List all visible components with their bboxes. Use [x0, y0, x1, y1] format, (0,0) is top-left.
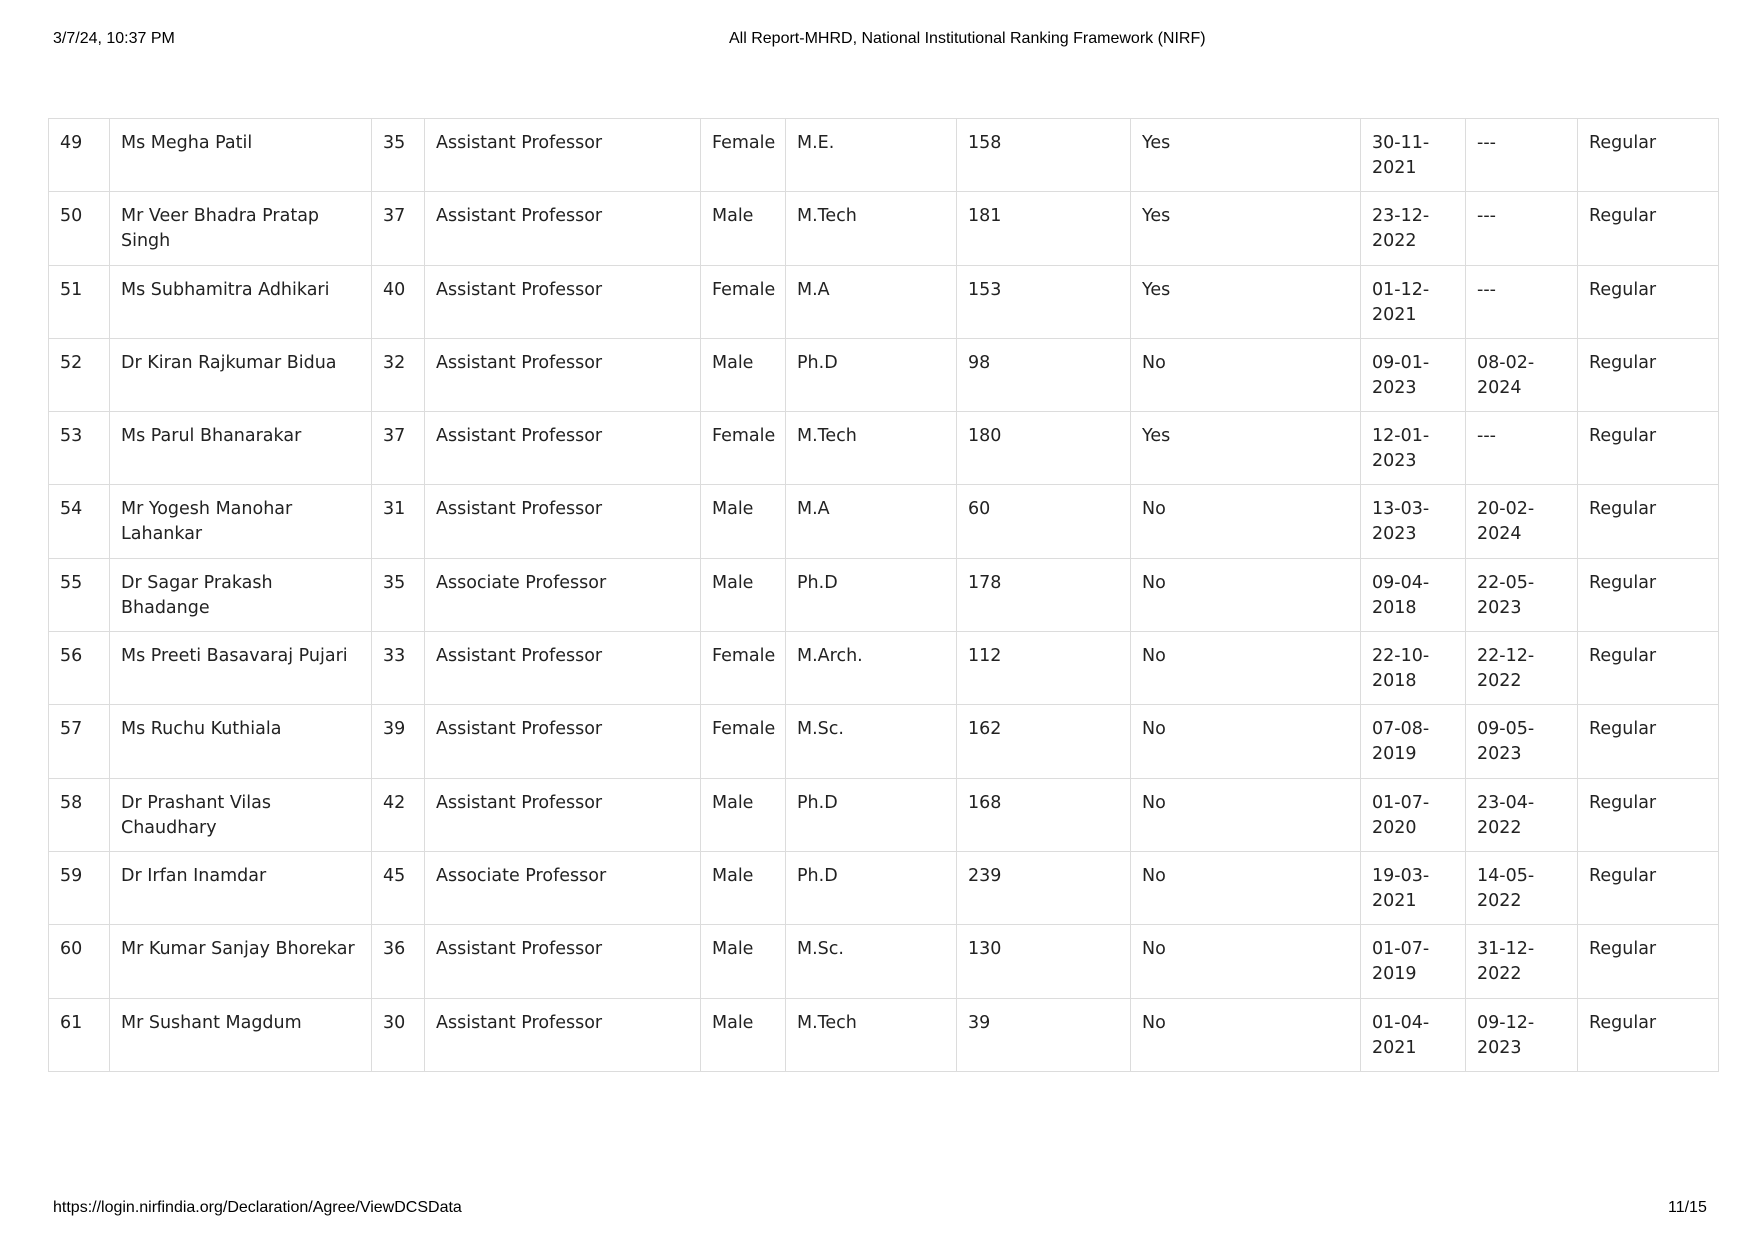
cell-experience-months: 98 [957, 338, 1131, 411]
cell-qualification: M.Arch. [786, 632, 957, 705]
cell-qualification: M.A [786, 485, 957, 558]
cell-leaving-date: 22-12-2022 [1466, 632, 1578, 705]
cell-currently-working: Yes [1131, 119, 1361, 192]
cell-age: 35 [372, 558, 425, 631]
cell-experience-months: 39 [957, 998, 1131, 1071]
table-row [49, 851, 1719, 924]
cell-age: 39 [372, 705, 425, 778]
cell-experience-months: 180 [957, 412, 1131, 485]
cell-experience-months: 178 [957, 558, 1131, 631]
cell-age: 30 [372, 998, 425, 1071]
cell-joining-date: 30-11-2021 [1361, 119, 1466, 192]
cell-qualification: M.Sc. [786, 925, 957, 998]
cell-designation: Assistant Professor [425, 485, 701, 558]
cell-qualification: M.E. [786, 119, 957, 192]
cell-joining-date: 07-08-2019 [1361, 705, 1466, 778]
table-row [49, 412, 1719, 485]
cell-designation: Assistant Professor [425, 925, 701, 998]
cell-association: Regular [1578, 632, 1719, 705]
cell-association: Regular [1578, 851, 1719, 924]
cell-currently-working: No [1131, 338, 1361, 411]
page-number: 11/15 [1668, 1199, 1707, 1216]
cell-leaving-date: 22-05-2023 [1466, 558, 1578, 631]
cell-gender: Female [701, 412, 786, 485]
cell-qualification: Ph.D [786, 778, 957, 851]
cell-age: 45 [372, 851, 425, 924]
cell-experience-months: 162 [957, 705, 1131, 778]
cell-experience-months: 153 [957, 265, 1131, 338]
cell-leaving-date: 23-04-2022 [1466, 778, 1578, 851]
cell-designation: Assistant Professor [425, 998, 701, 1071]
cell-association: Regular [1578, 558, 1719, 631]
cell-sno: 59 [49, 851, 110, 924]
cell-gender: Male [701, 338, 786, 411]
cell-designation: Associate Professor [425, 851, 701, 924]
cell-leaving-date: 20-02-2024 [1466, 485, 1578, 558]
cell-association: Regular [1578, 412, 1719, 485]
cell-designation: Associate Professor [425, 558, 701, 631]
cell-leaving-date: 08-02-2024 [1466, 338, 1578, 411]
cell-designation: Assistant Professor [425, 778, 701, 851]
table-row [49, 998, 1719, 1071]
cell-age: 35 [372, 119, 425, 192]
cell-name: Dr Irfan Inamdar [110, 851, 372, 924]
cell-experience-months: 168 [957, 778, 1131, 851]
cell-currently-working: No [1131, 851, 1361, 924]
cell-association: Regular [1578, 338, 1719, 411]
cell-qualification: Ph.D [786, 558, 957, 631]
cell-joining-date: 09-04-2018 [1361, 558, 1466, 631]
cell-experience-months: 112 [957, 632, 1131, 705]
cell-gender: Male [701, 192, 786, 265]
cell-currently-working: No [1131, 558, 1361, 631]
cell-currently-working: No [1131, 925, 1361, 998]
cell-gender: Male [701, 558, 786, 631]
cell-experience-months: 130 [957, 925, 1131, 998]
table-row [49, 338, 1719, 411]
cell-name: Ms Ruchu Kuthiala [110, 705, 372, 778]
cell-joining-date: 01-07-2020 [1361, 778, 1466, 851]
cell-sno: 51 [49, 265, 110, 338]
cell-qualification: M.Tech [786, 412, 957, 485]
cell-joining-date: 01-07-2019 [1361, 925, 1466, 998]
cell-leaving-date: 31-12-2022 [1466, 925, 1578, 998]
cell-name: Dr Kiran Rajkumar Bidua [110, 338, 372, 411]
cell-leaving-date: 14-05-2022 [1466, 851, 1578, 924]
cell-joining-date: 22-10-2018 [1361, 632, 1466, 705]
cell-sno: 52 [49, 338, 110, 411]
table-row [49, 485, 1719, 558]
cell-age: 37 [372, 192, 425, 265]
cell-name: Mr Yogesh Manohar Lahankar [110, 485, 372, 558]
cell-gender: Female [701, 705, 786, 778]
cell-association: Regular [1578, 998, 1719, 1071]
table-row [49, 265, 1719, 338]
cell-qualification: M.Tech [786, 998, 957, 1071]
cell-currently-working: No [1131, 485, 1361, 558]
cell-gender: Male [701, 485, 786, 558]
cell-sno: 54 [49, 485, 110, 558]
cell-association: Regular [1578, 705, 1719, 778]
cell-age: 33 [372, 632, 425, 705]
table-row [49, 632, 1719, 705]
page-title: All Report-MHRD, National Institutional Ranking Framework (NIRF) [729, 30, 1206, 47]
cell-joining-date: 09-01-2023 [1361, 338, 1466, 411]
cell-designation: Assistant Professor [425, 632, 701, 705]
cell-association: Regular [1578, 192, 1719, 265]
cell-designation: Assistant Professor [425, 119, 701, 192]
table-row [49, 192, 1719, 265]
cell-name: Dr Sagar Prakash Bhadange [110, 558, 372, 631]
cell-designation: Assistant Professor [425, 338, 701, 411]
cell-name: Ms Megha Patil [110, 119, 372, 192]
cell-sno: 49 [49, 119, 110, 192]
cell-qualification: M.Sc. [786, 705, 957, 778]
cell-leaving-date: --- [1466, 265, 1578, 338]
cell-experience-months: 181 [957, 192, 1131, 265]
cell-currently-working: No [1131, 778, 1361, 851]
cell-designation: Assistant Professor [425, 192, 701, 265]
cell-experience-months: 239 [957, 851, 1131, 924]
table-row [49, 778, 1719, 851]
cell-name: Mr Sushant Magdum [110, 998, 372, 1071]
cell-sno: 58 [49, 778, 110, 851]
cell-currently-working: Yes [1131, 265, 1361, 338]
cell-joining-date: 23-12-2022 [1361, 192, 1466, 265]
cell-sno: 57 [49, 705, 110, 778]
cell-leaving-date: --- [1466, 119, 1578, 192]
cell-name: Dr Prashant Vilas Chaudhary [110, 778, 372, 851]
cell-currently-working: No [1131, 998, 1361, 1071]
cell-name: Mr Kumar Sanjay Bhorekar [110, 925, 372, 998]
cell-joining-date: 12-01-2023 [1361, 412, 1466, 485]
cell-gender: Male [701, 851, 786, 924]
cell-currently-working: No [1131, 705, 1361, 778]
table-row [49, 119, 1719, 192]
cell-gender: Female [701, 119, 786, 192]
table-row [49, 558, 1719, 631]
cell-joining-date: 13-03-2023 [1361, 485, 1466, 558]
cell-gender: Female [701, 632, 786, 705]
cell-association: Regular [1578, 265, 1719, 338]
cell-leaving-date: 09-12-2023 [1466, 998, 1578, 1071]
faculty-table [48, 118, 1719, 1072]
cell-association: Regular [1578, 778, 1719, 851]
cell-joining-date: 01-12-2021 [1361, 265, 1466, 338]
cell-sno: 53 [49, 412, 110, 485]
cell-sno: 50 [49, 192, 110, 265]
cell-association: Regular [1578, 485, 1719, 558]
cell-age: 31 [372, 485, 425, 558]
cell-sno: 55 [49, 558, 110, 631]
cell-association: Regular [1578, 119, 1719, 192]
cell-experience-months: 158 [957, 119, 1131, 192]
cell-age: 37 [372, 412, 425, 485]
cell-currently-working: No [1131, 632, 1361, 705]
cell-qualification: M.A [786, 265, 957, 338]
cell-qualification: Ph.D [786, 338, 957, 411]
cell-experience-months: 60 [957, 485, 1131, 558]
cell-designation: Assistant Professor [425, 705, 701, 778]
page-url: https://login.nirfindia.org/Declaration/Agree/ViewDCSData [53, 1199, 462, 1216]
cell-age: 36 [372, 925, 425, 998]
cell-gender: Female [701, 265, 786, 338]
cell-gender: Male [701, 778, 786, 851]
print-datetime: 3/7/24, 10:37 PM [53, 30, 175, 47]
cell-age: 40 [372, 265, 425, 338]
cell-gender: Male [701, 925, 786, 998]
cell-age: 42 [372, 778, 425, 851]
table-row [49, 925, 1719, 998]
cell-joining-date: 01-04-2021 [1361, 998, 1466, 1071]
cell-leaving-date: --- [1466, 192, 1578, 265]
cell-currently-working: Yes [1131, 192, 1361, 265]
cell-sno: 56 [49, 632, 110, 705]
cell-sno: 61 [49, 998, 110, 1071]
cell-leaving-date: --- [1466, 412, 1578, 485]
cell-name: Ms Parul Bhanarakar [110, 412, 372, 485]
cell-leaving-date: 09-05-2023 [1466, 705, 1578, 778]
cell-age: 32 [372, 338, 425, 411]
cell-currently-working: Yes [1131, 412, 1361, 485]
table-row [49, 705, 1719, 778]
cell-qualification: M.Tech [786, 192, 957, 265]
cell-gender: Male [701, 998, 786, 1071]
cell-name: Ms Subhamitra Adhikari [110, 265, 372, 338]
cell-joining-date: 19-03-2021 [1361, 851, 1466, 924]
faculty-table-body [49, 119, 1719, 1072]
cell-name: Mr Veer Bhadra Pratap Singh [110, 192, 372, 265]
cell-sno: 60 [49, 925, 110, 998]
cell-name: Ms Preeti Basavaraj Pujari [110, 632, 372, 705]
cell-association: Regular [1578, 925, 1719, 998]
cell-qualification: Ph.D [786, 851, 957, 924]
cell-designation: Assistant Professor [425, 412, 701, 485]
cell-designation: Assistant Professor [425, 265, 701, 338]
